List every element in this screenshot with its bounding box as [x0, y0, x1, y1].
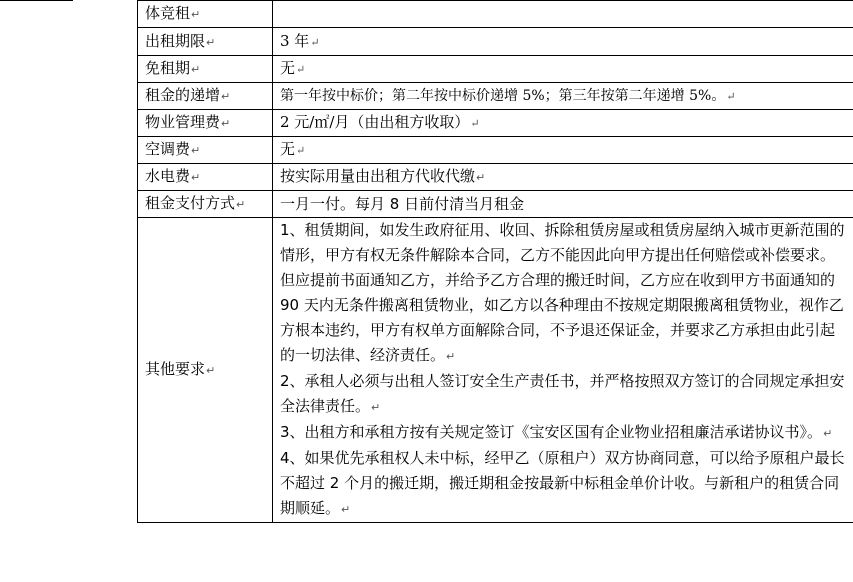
table-row-other-requirements	[138, 218, 853, 523]
row-value: 3 年↵	[273, 28, 853, 56]
row-value: 2 元/㎡/月（由出租方收取）↵	[273, 110, 853, 137]
table-row	[138, 1, 853, 28]
row-label: 体竞租↵	[138, 1, 273, 28]
table-row	[138, 137, 853, 164]
row-label: 水电费↵	[138, 164, 273, 191]
table-row	[138, 28, 853, 56]
row-value: 无↵	[273, 137, 853, 164]
requirement-paragraph: 2、承租人必须与出租人签订安全生产责任书，并严格按照双方签订的合同规定承担安全法律责任。↵	[280, 372, 845, 415]
table-row	[138, 110, 853, 137]
row-label: 物业管理费↵	[138, 110, 273, 137]
row-value	[273, 1, 853, 28]
table-row	[138, 56, 853, 83]
row-value: 无↵	[273, 56, 853, 83]
table-row	[138, 164, 853, 191]
row-value: 第一年按中标价；第二年按中标价递增 5%；第三年按第二年递增 5%。↵	[273, 83, 853, 110]
row-label: 出租期限↵	[138, 28, 273, 56]
table-row	[138, 191, 853, 218]
row-label: 租金的递增↵	[138, 83, 273, 110]
top-rule	[0, 0, 73, 1]
row-value: 一月一付。每月 8 日前付清当月租金	[273, 191, 853, 218]
requirement-paragraph: 4、如果优先承租权人未中标，经甲乙（原租户）双方协商同意，可以给予原租户最长不超过 2 个月的搬迁期，搬迁期租金按最新中标租金单价计收。与新租户的租赁合同期顺延。↵	[280, 449, 845, 517]
other-requirements-text	[273, 218, 853, 523]
lease-terms-table	[137, 0, 853, 523]
requirement-paragraph: 1、租赁期间，如发生政府征用、收回、拆除租赁房屋或租赁房屋纳入城市更新范围的情形，甲方有权无条件解除本合同，乙方不能因此向甲方提出任何赔偿或补偿要求。但应提前书面通知乙方，并给予乙方合理的搬迁时间，乙方应在收到甲方书面通知的 90 天内无条件搬离租赁物业，如乙方以各种理由不按规定期限搬离租赁物业，视作乙方根本违约，甲方有权单方面解除合同，不予退还保证金，并要求乙方承担由此引起的一切法律、经济责任。↵	[280, 221, 845, 364]
row-label: 租金支付方式↵	[138, 191, 273, 218]
row-label: 其他要求↵	[138, 218, 273, 523]
row-label: 空调费↵	[138, 137, 273, 164]
table-row	[138, 83, 853, 110]
row-label: 免租期↵	[138, 56, 273, 83]
row-value: 按实际用量由出租方代收代缴↵	[273, 164, 853, 191]
requirement-paragraph: 3、出租方和承租方按有关规定签订《宝安区国有企业物业招租廉洁承诺协议书》。↵	[280, 423, 833, 441]
